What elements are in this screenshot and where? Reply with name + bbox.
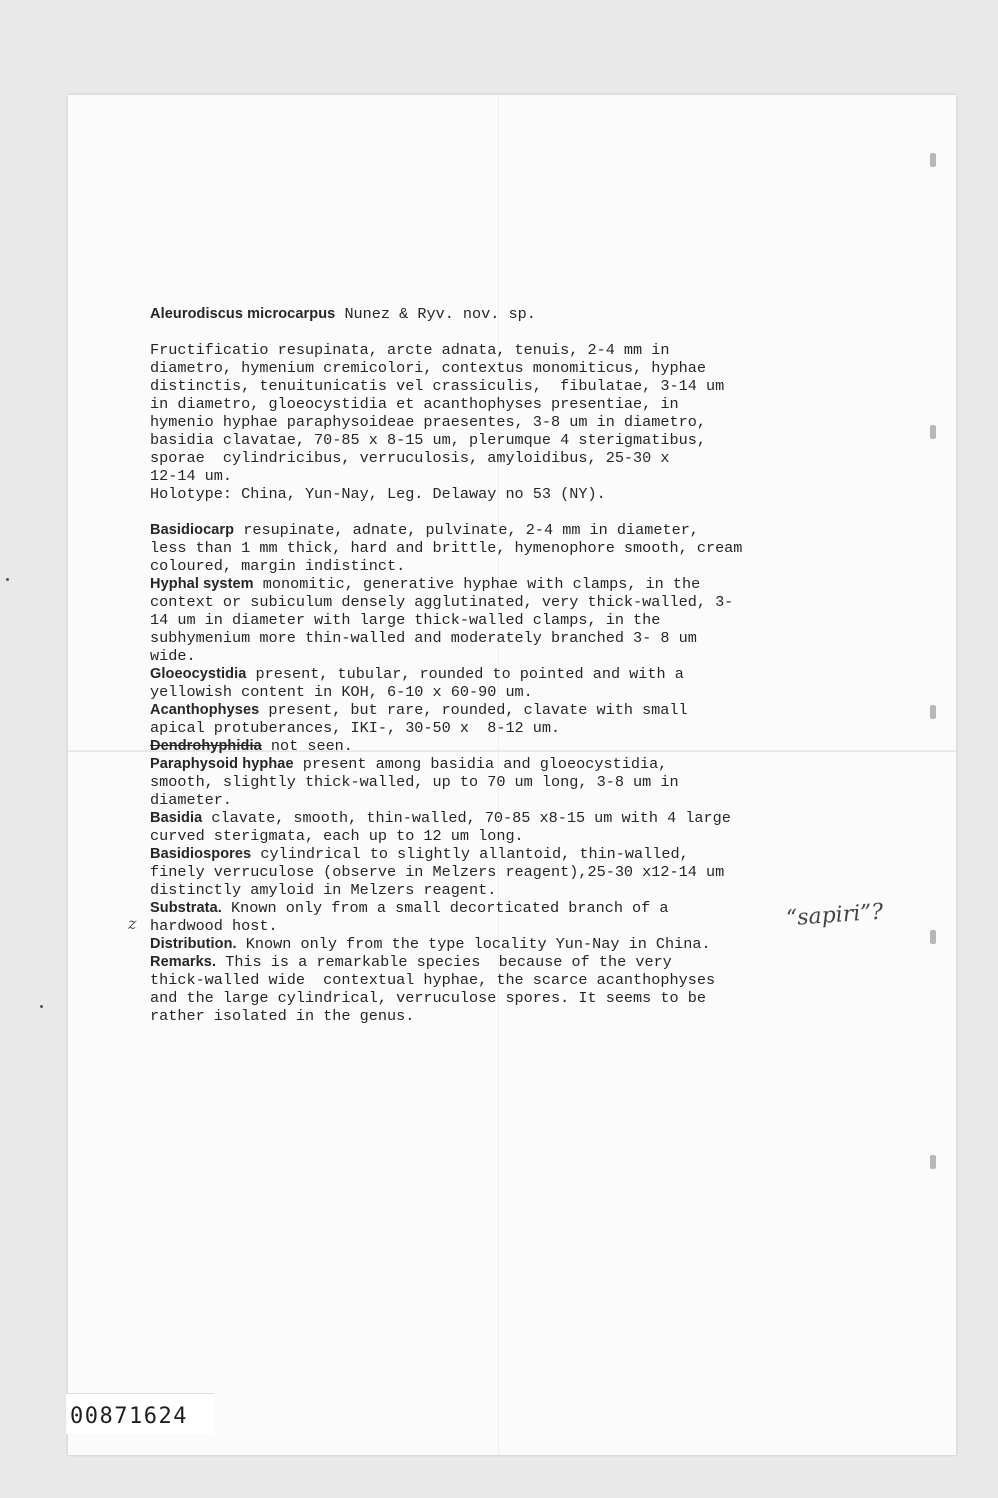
section-text: not seen. xyxy=(261,737,353,755)
latin-line: diametro, hymenium cremicolori, contextus monomiticus, hyphae xyxy=(150,359,706,377)
description-line: hardwood host. xyxy=(150,917,278,935)
margin-mark: z xyxy=(128,914,137,933)
latin-line: distinctis, tenuitunicatis vel crassiculis, fibulatae, 3-14 um xyxy=(150,377,725,395)
description-line xyxy=(150,575,870,593)
holotype-line: Holotype: China, Yun-Nay, Leg. Delaway no 53 (NY). xyxy=(150,485,606,503)
description-line: subhymenium more thin-walled and moderately branched 3- 8 um xyxy=(150,629,697,647)
description-line xyxy=(150,755,870,773)
edge-mark xyxy=(930,1155,936,1169)
section-text: Known only from a small decorticated branch of a xyxy=(221,899,669,917)
section-text: cylindrical to slightly allantoid, thin-walled, xyxy=(251,845,689,863)
latin-line: basidia clavatae, 70-85 x 8-15 um, plerumque 4 sterigmatibus, xyxy=(150,431,706,449)
description-line xyxy=(150,737,870,755)
section-text: This is a remarkable species because of the very xyxy=(216,953,672,971)
description-line xyxy=(150,701,870,719)
description-line: thick-walled wide contextual hyphae, the scarce acanthophyses xyxy=(150,971,716,989)
section-text: monomitic, generative hyphae with clamps, in the xyxy=(253,575,701,593)
description-line: apical protuberances, IKI-, 30-50 x 8-12 um. xyxy=(150,719,561,737)
description-line: context or subiculum densely agglutinated, very thick-walled, 3- xyxy=(150,593,734,611)
description-line: 14 um in diameter with large thick-walled clamps, in the xyxy=(150,611,661,629)
description-line: curved sterigmata, each up to 12 um long. xyxy=(150,827,524,845)
description-line xyxy=(150,845,870,863)
description-line: and the large cylindrical, verruculose spores. It seems to be xyxy=(150,989,706,1007)
section-text: Known only from the type locality Yun-Nay in China. xyxy=(236,935,711,953)
description-line xyxy=(150,521,870,539)
section-term: Paraphysoid hyphae xyxy=(150,756,294,772)
barcode-number: 00871624 xyxy=(70,1404,188,1429)
description-line: yellowish content in KOH, 6-10 x 60-90 um. xyxy=(150,683,533,701)
description-line: finely verruculose (observe in Melzers reagent),25-30 x12-14 um xyxy=(150,863,725,881)
latin-line: 12-14 um. xyxy=(150,467,233,485)
section-term: Distribution. xyxy=(150,936,237,952)
section-term: Basidiocarp xyxy=(150,522,235,538)
description-line xyxy=(150,809,870,827)
description-line: coloured, margin indistinct. xyxy=(150,557,406,575)
handwritten-note: “sapiri”? xyxy=(785,899,885,932)
species-name: Aleurodiscus microcarpus xyxy=(150,306,336,322)
section-text: present, but rare, rounded, clavate with small xyxy=(259,701,688,719)
description-line xyxy=(150,665,870,683)
edge-mark xyxy=(930,930,936,944)
stray-mark xyxy=(6,578,9,581)
typed-description xyxy=(150,305,870,1025)
description-line: rather isolated in the genus. xyxy=(150,1007,415,1025)
section-term: Basidia xyxy=(150,810,203,826)
species-title xyxy=(150,305,870,323)
section-term: Acanthophyses xyxy=(150,702,260,718)
section-term: Basidiospores xyxy=(150,846,252,862)
section-term: Gloeocystidia xyxy=(150,666,247,682)
species-authority: Nunez & Ryv. nov. sp. xyxy=(335,305,536,323)
description-line: distinctly amyloid in Melzers reagent. xyxy=(150,881,497,899)
edge-mark xyxy=(930,153,936,167)
section-text: resupinate, adnate, pulvinate, 2-4 mm in diameter, xyxy=(234,521,699,539)
latin-diagnosis xyxy=(150,341,870,485)
description-line: diameter. xyxy=(150,791,233,809)
section-text: present, tubular, rounded to pointed and with a xyxy=(246,665,684,683)
section-term: Substrata. xyxy=(150,900,222,916)
description-line xyxy=(150,899,870,917)
stray-mark xyxy=(40,1005,43,1008)
description-line: smooth, slightly thick-walled, up to 70 um long, 3-8 um in xyxy=(150,773,679,791)
edge-mark xyxy=(930,425,936,439)
description-line xyxy=(150,935,870,953)
description-line: wide. xyxy=(150,647,196,665)
section-term: Hyphal system xyxy=(150,576,254,592)
document-sheet xyxy=(68,95,956,1455)
latin-line: sporae cylindricibus, verruculosis, amyloidibus, 25-30 x xyxy=(150,449,670,467)
latin-line: in diametro, gloeocystidia et acanthophyses presentiae, in xyxy=(150,395,679,413)
section-term: Remarks. xyxy=(150,954,217,970)
section-term: Dendrohyphidia xyxy=(150,738,262,754)
specimen-barcode-label xyxy=(66,1393,214,1434)
latin-line: hymenio hyphae paraphysoideae praesentes, 3-8 um in diametro, xyxy=(150,413,706,431)
section-text: clavate, smooth, thin-walled, 70-85 x8-15 um with 4 large xyxy=(202,809,731,827)
edge-mark xyxy=(930,705,936,719)
description-line: less than 1 mm thick, hard and brittle, hymenophore smooth, cream xyxy=(150,539,743,557)
english-description xyxy=(150,521,870,1025)
latin-line: Fructificatio resupinata, arcte adnata, tenuis, 2-4 mm in xyxy=(150,341,670,359)
section-text: present among basidia and gloeocystidia, xyxy=(293,755,668,773)
description-line xyxy=(150,953,870,971)
